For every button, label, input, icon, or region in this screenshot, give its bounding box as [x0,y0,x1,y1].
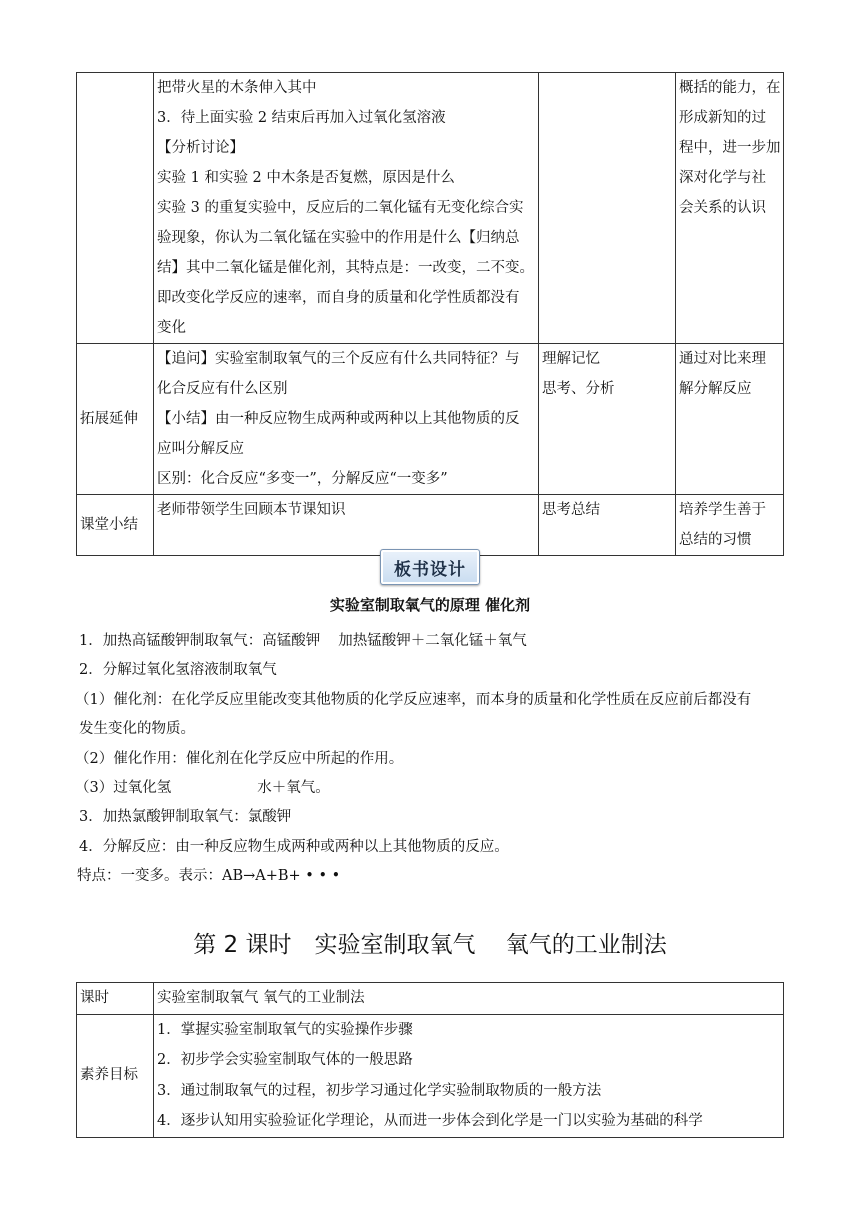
text-line: 概括的能力，在 [679,80,780,96]
text-line: 解分解反应 [679,381,752,397]
activity-cell [154,344,539,495]
board-title: 实验室制取氧气的原理 催化剂 [329,596,531,614]
objective-item: 4．逐步认知用实验验证化学理论，从而进一步体会到化学是一门以实验为基础的科学 [157,1113,703,1129]
board-line-text: 水＋氧气。 [257,780,330,797]
board-line-text: 加热锰酸钾＋二氧化锰＋氧气 [338,633,527,649]
table-header-cell: 素养目标 [77,1014,154,1137]
text-line: 验现象，你认为二氧化锰在实验中的作用是什么【归纳总 [157,230,520,246]
lesson-2-title: 第 2 课时 实验室制取氧气 氧气的工业制法 [193,932,667,958]
text-line: 3．待上面实验 2 结束后再加入过氧化氢溶液 [157,110,446,126]
student-activity-cell [539,495,676,556]
board-line: 特点：一变多。表示：AB→A+B+ • • • [77,868,341,885]
intent-cell [676,495,784,556]
text-line: 应叫分解反应 [157,441,244,457]
table-row [77,344,784,495]
text-line: 会关系的认识 [679,200,766,216]
stage-label: 课堂小结 [77,495,154,556]
board-line: 4．分解反应：由一种反应物生成两种或两种以上其他物质的反应。 [79,838,509,855]
lesson-table-continued [76,72,784,556]
table-row [77,495,784,556]
table-cell: 实验室制取氧气 氧气的工业制法 [154,983,784,1015]
board-line: （2）催化作用：催化剂在化学反应中所起的作用。 [75,750,404,767]
activity-cell [154,73,539,344]
text-line: 把带火星的木条伸入其中 [157,80,317,96]
table-row [77,983,784,1015]
text-line: 思考总结 [542,502,600,518]
text-line: 化合反应有什么区别 [157,381,288,397]
text-line: 结】其中二氧化锰是催化剂，其特点是：一改变，二不变。 [157,260,534,276]
text-line: 实验 1 和实验 2 中木条是否复燃，原因是什么 [157,170,455,186]
text-line: 程中，进一步加 [679,140,780,156]
text-line: 培养学生善于 [679,502,766,518]
stage-label: 拓展延伸 [77,344,154,495]
table-row [77,1014,784,1137]
text-line: 总结的习惯 [679,532,752,548]
board-line: （1）催化剂：在化学反应里能改变其他物质的化学反应速率，而本身的质量和化学性质在反应前后都没有 [75,691,752,708]
table-cell [77,73,154,344]
objectives-cell [154,1014,784,1137]
board-line: 2．分解过氧化氢溶液制取氧气 [79,662,277,679]
intent-cell [676,73,784,344]
text-line: 深对化学与社 [679,170,766,186]
text-line: 【分析讨论】 [157,140,244,156]
objective-item: 2．初步学会实验室制取气体的一般思路 [157,1052,413,1068]
text-line: 即改变化学反应的速率，而自身的质量和化学性质都没有 [157,290,520,306]
table-row [77,73,784,344]
board-design-badge: 板书设计 [380,549,480,585]
text-line: 变化 [157,320,186,336]
board-line: 发生变化的物质。 [79,721,195,738]
student-activity-cell [539,344,676,495]
text-line: 形成新知的过 [679,110,766,126]
intent-cell [676,344,784,495]
objective-item: 3．通过制取氧气的过程，初步学习通过化学实验制取物质的一般方法 [157,1082,602,1099]
table-cell [539,73,676,344]
activity-cell [154,495,539,556]
board-line [79,627,789,656]
text-line: 理解记忆 [542,351,600,367]
text-line: 思考、分析 [542,381,615,397]
text-line: 通过对比来理 [679,351,766,367]
text-line: 实验 3 的重复实验中，反应后的二氧化锰有无变化综合实 [157,200,524,216]
text-line: 老师带领学生回顾本节课知识 [157,502,346,518]
text-line: 区别：化合反应“多变一”，分解反应“一变多” [157,471,448,487]
board-line-text: （3）过氧化氢 [75,780,172,797]
text-line: 【小结】由一种反应物生成两种或两种以上其他物质的反 [157,411,520,427]
objective-item: 1．掌握实验室制取氧气的实验操作步骤 [157,1021,413,1038]
lesson-2-table [76,982,784,1138]
board-line-text: 1．加热高锰酸钾制取氧气：高锰酸钾 [79,633,321,649]
board-content [75,627,789,892]
board-line: 3．加热氯酸钾制取氧气：氯酸钾 [79,809,292,826]
table-header-cell: 课时 [77,983,154,1015]
board-line [75,774,789,803]
text-line: 【追问】实验室制取氧气的三个反应有什么共同特征？与 [157,351,520,367]
